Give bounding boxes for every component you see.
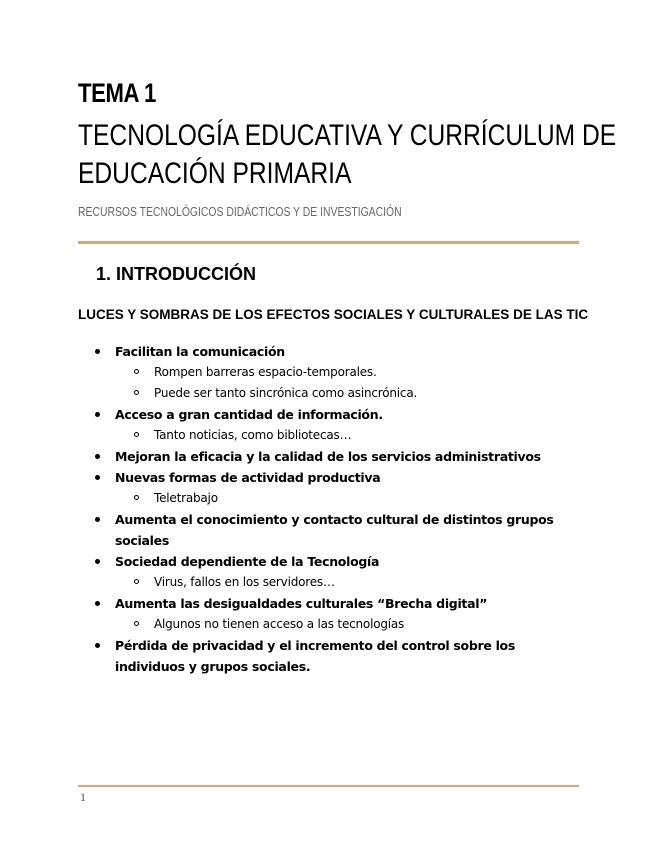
sub-list-item bbox=[78, 572, 588, 593]
sub-list-item bbox=[78, 488, 588, 509]
list-item bbox=[78, 341, 588, 362]
sub-list-item bbox=[78, 614, 588, 635]
section-subheading: LUCES Y SOMBRAS DE LOS EFECTOS SOCIALES Y CULTURALES DE LAS TIC bbox=[78, 307, 589, 322]
bullet-icon bbox=[95, 475, 100, 480]
sub-list-item-label: Teletrabajo bbox=[154, 491, 218, 505]
sub-list-item bbox=[78, 425, 588, 446]
hollow-bullet-icon bbox=[134, 621, 139, 626]
document-title-line-1 bbox=[78, 117, 617, 155]
list-item-label: Nuevas formas de actividad productiva bbox=[115, 470, 381, 485]
topic-number: TEMA 1 bbox=[78, 78, 156, 108]
list-item-label: Mejoran la eficacia y la calidad de los servicios administrativos bbox=[115, 449, 541, 464]
page-number: 1 bbox=[80, 790, 86, 804]
hollow-bullet-icon bbox=[134, 369, 139, 374]
document-title-line-2 bbox=[78, 155, 579, 193]
list-item-label: Aumenta el conocimiento y contacto cultural de distintos grupos sociales bbox=[115, 512, 554, 548]
list-item bbox=[78, 635, 588, 677]
sub-list-item-label: Rompen barreras espacio-temporales. bbox=[154, 365, 377, 379]
bullet-icon bbox=[95, 349, 100, 354]
bullet-icon bbox=[95, 601, 100, 606]
sub-list-item bbox=[78, 383, 588, 404]
hollow-bullet-icon bbox=[134, 495, 139, 500]
list-item bbox=[78, 467, 588, 488]
effects-list bbox=[78, 341, 588, 677]
bullet-icon bbox=[95, 643, 100, 648]
list-item-label: Pérdida de privacidad y el incremento del control sobre los individuos y grupos sociales. bbox=[115, 638, 515, 674]
list-item-label: Aumenta las desigualdades culturales “Brecha digital” bbox=[115, 596, 488, 611]
sub-list-item-label: Tanto noticias, como bibliotecas… bbox=[154, 428, 352, 442]
sub-list-item-label: Puede ser tanto sincrónica como asincrónica. bbox=[154, 386, 418, 400]
hollow-bullet-icon bbox=[134, 432, 139, 437]
list-item-label: Sociedad dependiente de la Tecnología bbox=[115, 554, 380, 569]
sub-list-item bbox=[78, 362, 588, 383]
document-title-text-2: EDUCACIÓN PRIMARIA bbox=[78, 157, 352, 190]
bullet-icon bbox=[95, 412, 100, 417]
bullet-icon bbox=[95, 517, 100, 522]
hollow-bullet-icon bbox=[134, 390, 139, 395]
list-item bbox=[78, 551, 588, 572]
section-heading: 1. INTRODUCCIÓN bbox=[96, 264, 257, 284]
sub-list-item-label: Virus, fallos en los servidores… bbox=[154, 575, 335, 589]
document-subtitle: RECURSOS TECNOLÓGICOS DIDÁCTICOS Y DE INVESTIGACIÓN bbox=[78, 204, 402, 219]
sub-list-item-label: Algunos no tienen acceso a las tecnologías bbox=[154, 617, 405, 631]
bullet-icon bbox=[95, 559, 100, 564]
footer-divider bbox=[78, 785, 579, 787]
list-item-label: Facilitan la comunicación bbox=[115, 344, 285, 359]
header-divider bbox=[78, 241, 579, 244]
bullet-icon bbox=[95, 454, 100, 459]
list-item bbox=[78, 404, 588, 425]
list-item bbox=[78, 593, 588, 614]
list-item-label: Acceso a gran cantidad de información. bbox=[115, 407, 383, 422]
document-title-text-1: TECNOLOGÍA EDUCATIVA Y CURRÍCULUM DE bbox=[78, 119, 617, 152]
hollow-bullet-icon bbox=[134, 579, 139, 584]
list-item bbox=[78, 509, 588, 551]
list-item bbox=[78, 446, 588, 467]
